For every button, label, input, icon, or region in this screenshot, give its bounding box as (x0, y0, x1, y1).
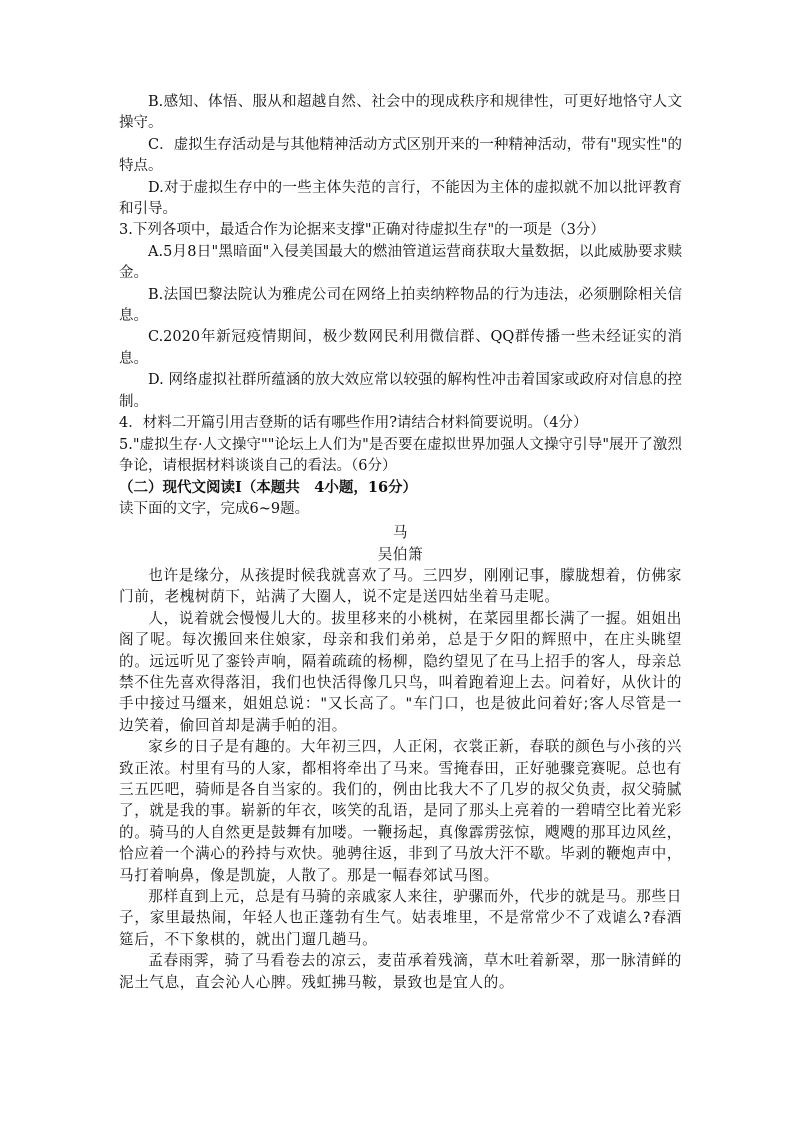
story-paragraph: 家乡的日子是有趣的。大年初三四，人正闲，衣裳正新，春联的颜色与小孩的兴致正浓。村里有马的人家，都相将牵出了马来。雪掩春田，正好驰骤竞赛呢。总也有三五匹吧，骑师是各自当家的。我们的，例由比我大不了几岁的叔父负责，叔父骑腻了，就是我的事。崭新的年衣，咳笑的乱语，是同了那头上亮着的一碧晴空比着光彩的。骑马的人自然更是鼓舞有加喽。一鞭扬起，真像霹雳弦惊，飕飕的那耳边风丝，恰应着一个满心的矜持与欢快。驰骋往返，非到了马放大汗不歇。毕剥的鞭炮声中，马打着响鼻，像是凯旋，人散了。那是一幅春郊试马图。 (119, 738, 682, 884)
document-page (119, 92, 682, 993)
story-title: 马 (392, 524, 409, 542)
section-heading: （二）现代文阅读Ⅰ（本题共 4小题，16分） (119, 479, 418, 497)
q3-option-c: C.2020年新冠疫情期间，极少数网民利用微信群、QQ群传播一些未经证实的消息。 (119, 329, 682, 367)
section-instruction: 读下面的文字，完成6~9题。 (119, 500, 310, 517)
q2-option-c: C．虚拟生存活动是与其他精神活动方式区别开来的一种精神活动，带有"现实性"的特点。 (119, 136, 682, 175)
story-paragraph: 人，说着就会慢慢儿大的。拔里移来的小桃树，在菜园里都长满了一握。姐姐出阁了呢。每次搬回来住娘家，母亲和我们弟弟，总是于夕阳的辉照中，在庄头眺望的。远远听见了銮铃声响，隔着疏疏的杨柳，隐约望见了在马上招手的客人，母亲总禁不住先喜欢得落泪，我们也快活得像几只鸟，叫着跑着迎上去。问着好，从伙计的手中接过马缰来，姐姐总说："又长高了。"车门口，也是彼此问着好;客人尽管是一边笑着，偷回首却是满手帕的泪。 (119, 609, 682, 734)
story-paragraph: 孟春雨霁，骑了马看卷去的凉云，麦苗承着残滴，草木吐着新翠，那一脉清鲜的泥土气息，直会沁人心脾。残虹拂马鞍，景致也是宜人的。 (119, 952, 682, 991)
story-author: 吴伯箫 (377, 545, 424, 563)
q2-option-d: D.对于虚拟生存中的一些主体失范的言行，不能因为主体的虚拟就不加以批评教育和引导。 (119, 179, 682, 218)
q2-option-b: B.感知、体悟、服从和超越自然、社会中的现成秩序和规律性，可更好地恪守人文操守。 (119, 94, 682, 132)
q3-option-b: B.法国巴黎法院认为雅虎公司在网络上拍卖纳粹物品的行为违法，必须删除相关信息。 (119, 286, 682, 325)
q3-stem: 3.下列各项中，最适合作为论据来支撑"正确对待虚拟生存"的一项是（3分） (119, 222, 605, 239)
q3-option-d: D. 网络虚拟社群所蕴涵的放大效应常以较强的解构性冲击着国家或政府对信息的控制。 (119, 372, 682, 410)
story-text (119, 522, 682, 993)
story-paragraph: 也许是缘分，从孩提时候我就喜欢了马。三四岁，刚刚记事，朦胧想着，仿佛家门前，老槐树荫下，站满了大圈人，说不定是送四姑坐着马走呢。 (119, 566, 682, 606)
q5: 5."虚拟生存·人文操守""论坛上人们为"是否要在虚拟世界加强人文操守引导"展开了激烈争论，请根据材料谈谈自己的看法。（6分） (119, 436, 682, 474)
q4: 4．材料二开篇引用吉登斯的话有哪些作用?请结合材料简要说明。（4分） (119, 415, 588, 432)
q3-option-a: A.5月8日"黑暗面"入侵美国最大的燃油管道运营商获取大量数据，以此威胁要求赎金。 (119, 243, 682, 282)
story-paragraph: 那样直到上元，总是有马骑的亲戚家人来往，驴骡而外，代步的就是马。那些日子，家里最热闹，年轻人也正蓬勃有生气。姑表堆里，不是常常少不了戏谑么?春酒筵后，不下象棋的，就出门遛几趟马。 (119, 888, 682, 948)
